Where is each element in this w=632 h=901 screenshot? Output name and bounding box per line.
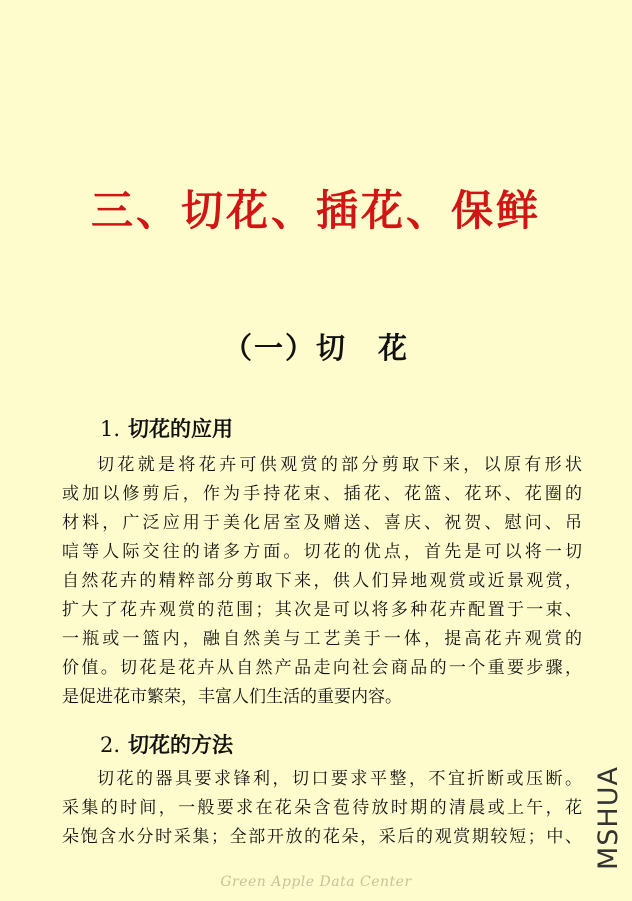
- subsection-heading-text: 切花的应用: [128, 417, 234, 441]
- paragraph-line: 切花的器具要求锋利，切口要求平整，不宜折断或压断。: [97, 769, 582, 789]
- paragraph-line: 唁等人际交往的诸多方面。切花的优点，首先是可以将一切: [62, 542, 582, 562]
- paragraph-line: 自然花卉的精粹部分剪取下来，供人们异地观赏或近景观赏，: [62, 571, 582, 591]
- subsection-number: 2.: [100, 733, 121, 757]
- paragraph-line: 切花就是将花卉可供观赏的部分剪取下来，以原有形状: [97, 455, 582, 475]
- subsection-number: 1.: [100, 417, 121, 441]
- chapter-title: 三、切花、插花、保鲜: [90, 186, 541, 235]
- side-watermark: MSHUA: [593, 766, 624, 870]
- paragraph-line: 材料，广泛应用于美化居室及赠送、喜庆、祝贺、慰问、吊: [62, 513, 582, 533]
- subsection-heading-text: 切花的方法: [128, 733, 234, 757]
- paragraph-application: [62, 451, 582, 712]
- footer-watermark: Green Apple Data Center: [220, 874, 412, 890]
- subsection-heading-application: [100, 414, 233, 444]
- paragraph-method: [62, 765, 582, 852]
- subsection-heading-method: [100, 730, 233, 760]
- paragraph-line: 价值。切花是花卉从自然产品走向社会商品的一个重要步骤，: [62, 658, 582, 678]
- paragraph-line: 朵饱含水分时采集；全部开放的花朵，采后的观赏期较短；中、: [62, 827, 582, 847]
- paragraph-line: 或加以修剪后，作为手持花束、插花、花篮、花环、花圈的: [62, 484, 582, 504]
- paragraph-line: 扩大了花卉观赏的范围；其次是可以将多种花卉配置于一束、: [62, 600, 582, 620]
- section-title: （一）切 花: [222, 331, 409, 365]
- paragraph-line: 一瓶或一篮内，融自然美与工艺美于一体，提高花卉观赏的: [62, 629, 582, 649]
- paragraph-line: 采集的时间，一般要求在花朵含苞待放时期的清晨或上午，花: [62, 798, 582, 818]
- paragraph-line: 是促进花市繁荣，丰富人们生活的重要内容。: [62, 687, 402, 707]
